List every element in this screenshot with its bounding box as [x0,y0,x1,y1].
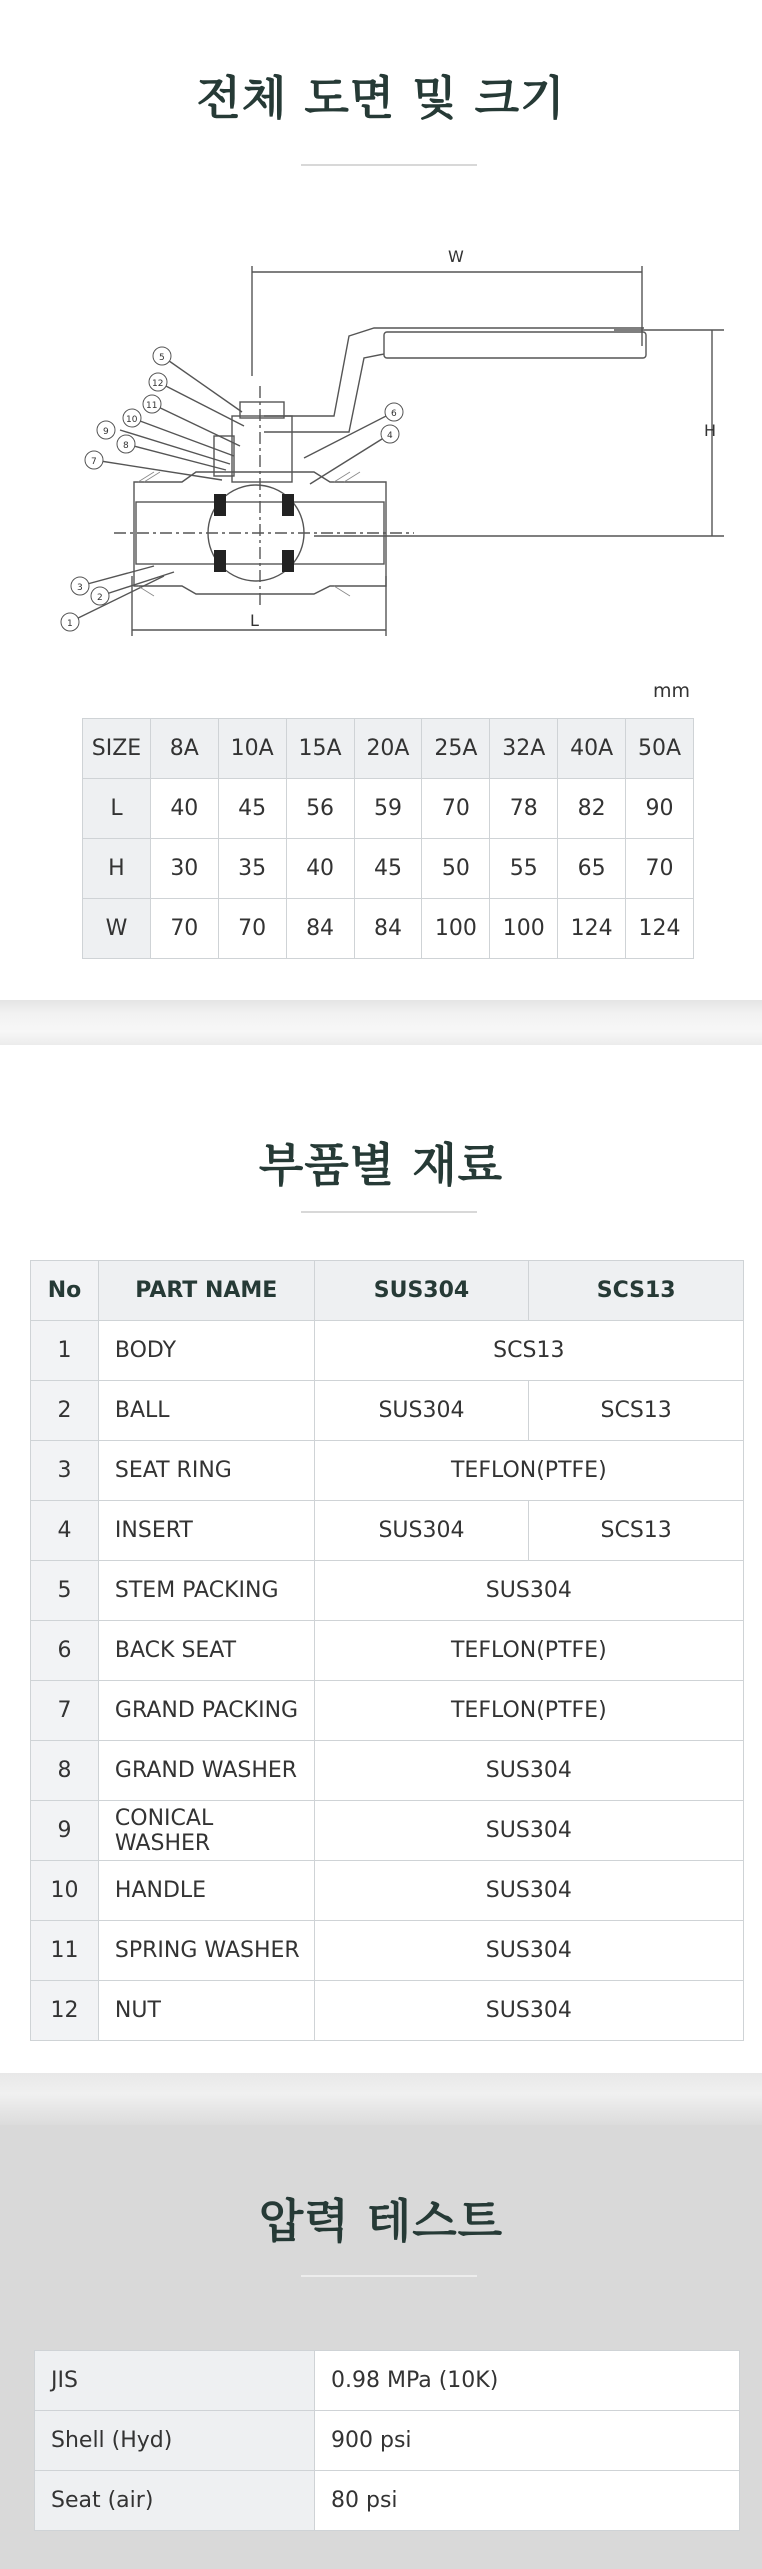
callout-11: 11 [146,401,158,411]
pressure-test-section [0,2125,762,2569]
header-no: No [31,1261,99,1321]
material: SUS304 [314,1921,743,1981]
row-no: 6 [31,1621,99,1681]
callout-5: 5 [159,353,165,363]
size-cell: 40 [286,839,354,899]
callout-12: 12 [152,379,164,389]
row-no: 12 [31,1981,99,2041]
callout-4: 4 [387,431,393,441]
title-divider [301,164,477,166]
size-header-cell: 10A [218,719,286,779]
size-row-label: L [83,779,151,839]
pressure-key: Shell (Hyd) [35,2411,315,2471]
section-separator [0,2073,762,2125]
size-cell: 45 [218,779,286,839]
size-header-cell: 8A [150,719,218,779]
materials-row [31,1861,744,1921]
size-cell: 82 [558,779,626,839]
materials-table-header [31,1261,744,1321]
header-scs13: SCS13 [529,1261,744,1321]
pressure-table [34,2350,740,2531]
section-title-materials: 부품별 재료 [258,1138,504,1192]
material: SUS304 [314,1561,743,1621]
title-divider [301,1211,477,1213]
size-row-label: W [83,899,151,959]
pressure-value: 900 psi [315,2411,740,2471]
row-no: 2 [31,1381,99,1441]
materials-section [0,1045,762,2073]
size-cell: 56 [286,779,354,839]
pressure-value: 80 psi [315,2471,740,2531]
materials-row [31,1381,744,1441]
size-header-cell: 25A [422,719,490,779]
callout-3: 3 [77,583,83,593]
materials-table [30,1260,744,2041]
part-name: BACK SEAT [98,1621,314,1681]
section-separator [0,1000,762,1045]
size-table-header [83,719,694,779]
header-part-name: PART NAME [98,1261,314,1321]
size-cell: 100 [490,899,558,959]
materials-row [31,1501,744,1561]
material: SUS304 [314,1801,743,1861]
section-title-overall: 전체 도면 및 크기 [196,71,566,125]
materials-row [31,1741,744,1801]
row-no: 5 [31,1561,99,1621]
part-name: BALL [98,1381,314,1441]
size-cell: 70 [218,899,286,959]
dimension-label-w: W [448,247,464,266]
size-cell: 70 [150,899,218,959]
size-table-row [83,779,694,839]
part-name: STEM PACKING [98,1561,314,1621]
size-header-cell: 15A [286,719,354,779]
size-header-cell: SIZE [83,719,151,779]
title-divider [301,2275,477,2277]
size-cell: 124 [558,899,626,959]
size-cell: 65 [558,839,626,899]
part-name: SPRING WASHER [98,1921,314,1981]
section-title-pressure: 압력 테스트 [258,2194,504,2248]
callout-1: 1 [67,619,73,629]
callout-6: 6 [391,409,397,419]
material: SUS304 [314,1981,743,2041]
callout-2: 2 [97,593,103,603]
part-name: HANDLE [98,1861,314,1921]
material: TEFLON(PTFE) [314,1681,743,1741]
materials-row [31,1681,744,1741]
header-sus304: SUS304 [314,1261,529,1321]
unit-label: mm [652,680,690,702]
size-row-label: H [83,839,151,899]
size-cell: 40 [150,779,218,839]
material: SUS304 [314,1861,743,1921]
size-cell: 45 [354,839,422,899]
callout-8: 8 [123,441,129,451]
pressure-row [35,2351,740,2411]
size-table [82,718,694,959]
material: TEFLON(PTFE) [314,1621,743,1681]
part-name: INSERT [98,1501,314,1561]
size-header-cell: 20A [354,719,422,779]
row-no: 8 [31,1741,99,1801]
row-no: 11 [31,1921,99,1981]
size-cell: 84 [286,899,354,959]
materials-row [31,1561,744,1621]
size-cell: 78 [490,779,558,839]
materials-row [31,1921,744,1981]
material-sus304: SUS304 [314,1381,529,1441]
dimension-label-l: L [250,611,259,630]
size-cell: 59 [354,779,422,839]
materials-row [31,1621,744,1681]
pressure-key: Seat (air) [35,2471,315,2531]
material: SCS13 [314,1321,743,1381]
size-cell: 84 [354,899,422,959]
overall-drawing-section [0,0,762,1000]
row-no: 10 [31,1861,99,1921]
callout-9: 9 [103,427,109,437]
size-cell: 35 [218,839,286,899]
pressure-key: JIS [35,2351,315,2411]
ball-valve-drawing [14,236,726,656]
pressure-row [35,2411,740,2471]
size-header-cell: 40A [558,719,626,779]
size-cell: 30 [150,839,218,899]
size-cell: 100 [422,899,490,959]
row-no: 3 [31,1441,99,1501]
material-scs13: SCS13 [529,1501,744,1561]
materials-row [31,1981,744,2041]
part-name: NUT [98,1981,314,2041]
part-name: GRAND PACKING [98,1681,314,1741]
callout-7: 7 [91,457,97,467]
part-name: BODY [98,1321,314,1381]
size-cell: 55 [490,839,558,899]
size-table-row [83,899,694,959]
size-cell: 70 [626,839,694,899]
row-no: 7 [31,1681,99,1741]
row-no: 1 [31,1321,99,1381]
material-sus304: SUS304 [314,1501,529,1561]
part-name: GRAND WASHER [98,1741,314,1801]
callout-10: 10 [126,415,138,425]
row-no: 4 [31,1501,99,1561]
size-cell: 70 [422,779,490,839]
size-cell: 50 [422,839,490,899]
dimension-label-h: H [704,421,717,440]
material: SUS304 [314,1741,743,1801]
size-cell: 124 [626,899,694,959]
materials-row [31,1321,744,1381]
size-table-row [83,839,694,899]
material: TEFLON(PTFE) [314,1441,743,1501]
materials-row [31,1441,744,1501]
material-scs13: SCS13 [529,1381,744,1441]
pressure-row [35,2471,740,2531]
size-header-cell: 32A [490,719,558,779]
row-no: 9 [31,1801,99,1861]
part-name: SEAT RING [98,1441,314,1501]
size-header-cell: 50A [626,719,694,779]
materials-row [31,1801,744,1861]
pressure-value: 0.98 MPa (10K) [315,2351,740,2411]
size-cell: 90 [626,779,694,839]
part-name: CONICAL WASHER [98,1801,314,1861]
